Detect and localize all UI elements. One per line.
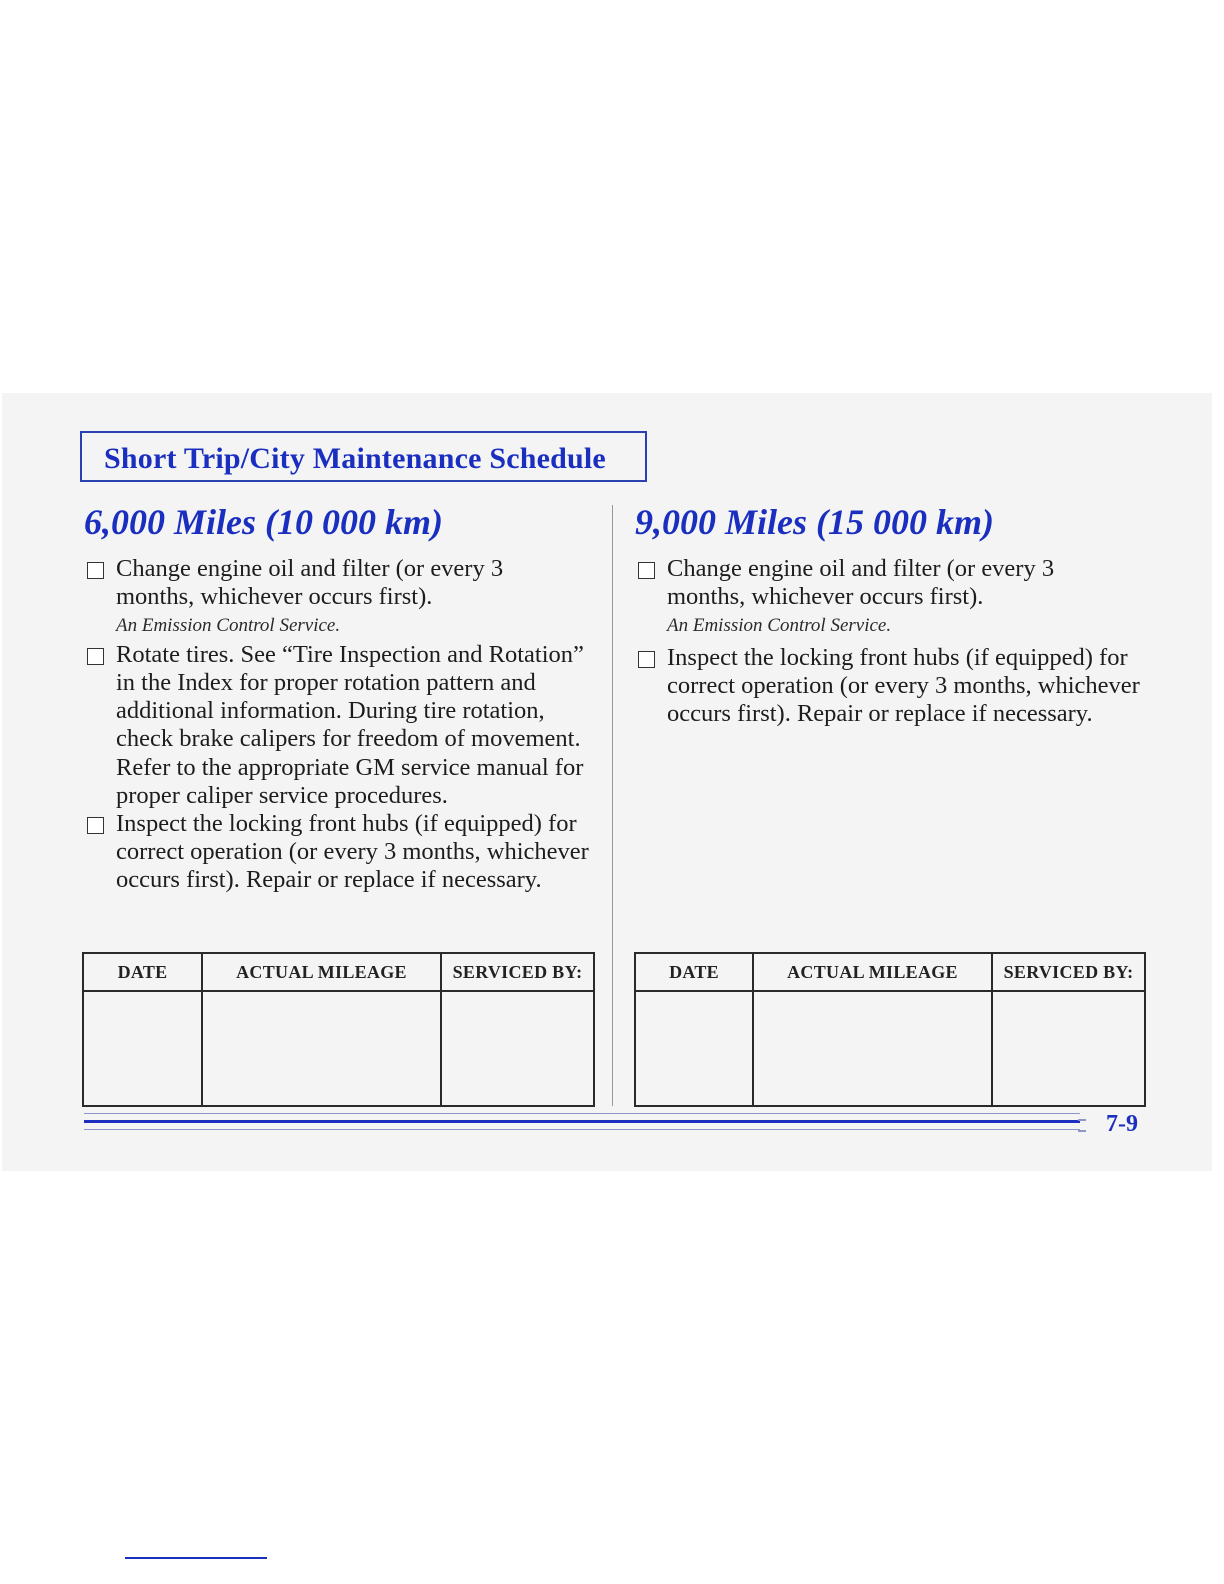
checkbox[interactable]: [87, 817, 104, 834]
footer-rule-main: [84, 1120, 1080, 1123]
item-text: Inspect the locking front hubs (if equipped) for correct operation (or every 3 months, whichever occurs first). Repair or replace if necessary.: [116, 809, 589, 893]
item-text: Change engine oil and filter (or every 3 months, whichever occurs first).: [667, 555, 1055, 611]
date-header: DATE: [635, 953, 753, 991]
checkbox[interactable]: [638, 562, 655, 579]
date-header: DATE: [83, 953, 202, 991]
serviced-by-header: SERVICED BY:: [441, 953, 594, 991]
column-divider: [612, 505, 613, 1106]
serviced-by-cell[interactable]: [441, 991, 594, 1106]
section-title: Short Trip/City Maintenance Schedule: [104, 442, 606, 475]
footer-tick: [1078, 1130, 1086, 1132]
page-number: 7-9: [1106, 1111, 1138, 1137]
serviced-by-header: SERVICED BY:: [992, 953, 1145, 991]
column-6000-miles: [84, 500, 594, 894]
section-title-box: [80, 431, 647, 482]
actual-mileage-header: ACTUAL MILEAGE: [202, 953, 441, 991]
mileage-cell[interactable]: [753, 991, 992, 1106]
serviced-by-cell[interactable]: [992, 991, 1145, 1106]
actual-mileage-header: ACTUAL MILEAGE: [753, 953, 992, 991]
checkbox[interactable]: [638, 651, 655, 668]
mileage-cell[interactable]: [202, 991, 441, 1106]
item-note: An Emission Control Service.: [116, 615, 341, 637]
item-note: An Emission Control Service.: [667, 615, 892, 637]
checkbox[interactable]: [87, 562, 104, 579]
date-cell[interactable]: [83, 991, 202, 1106]
interval-heading: 6,000 Miles (10 000 km): [84, 502, 443, 542]
checklist-item: [84, 641, 594, 810]
footnote-rule: [125, 1557, 267, 1559]
interval-heading: 9,000 Miles (15 000 km): [635, 502, 994, 542]
column-9000-miles: [635, 500, 1155, 728]
service-log-table-9000: [634, 952, 1146, 1107]
item-text: Inspect the locking front hubs (if equipped) for correct operation (or every 3 months, whichever occurs first). Repair or replace if necessary.: [667, 644, 1140, 728]
table-header-row: [635, 953, 1145, 991]
checklist-item: [84, 555, 594, 641]
table-header-row: [83, 953, 594, 991]
footer-rule-bottom: [84, 1129, 1080, 1130]
item-text: Rotate tires. See “Tire Inspection and Rotation” in the Index for proper rotation pattern and additional information. During tire rotation, check brake calipers for freedom of movement. Refer to the appropriate GM service manual for proper caliper service procedures.: [116, 641, 584, 809]
checkbox[interactable]: [87, 648, 104, 665]
checklist-item: [635, 555, 1155, 641]
date-cell[interactable]: [635, 991, 753, 1106]
table-row: [635, 991, 1145, 1106]
service-log-table-6000: [82, 952, 595, 1107]
footer-rule-top: [84, 1113, 1080, 1114]
item-text: Change engine oil and filter (or every 3 months, whichever occurs first).: [116, 555, 504, 611]
checklist-item: [84, 810, 594, 894]
checklist-item: [635, 644, 1155, 728]
footer-tick: [1078, 1119, 1086, 1121]
table-row: [83, 991, 594, 1106]
